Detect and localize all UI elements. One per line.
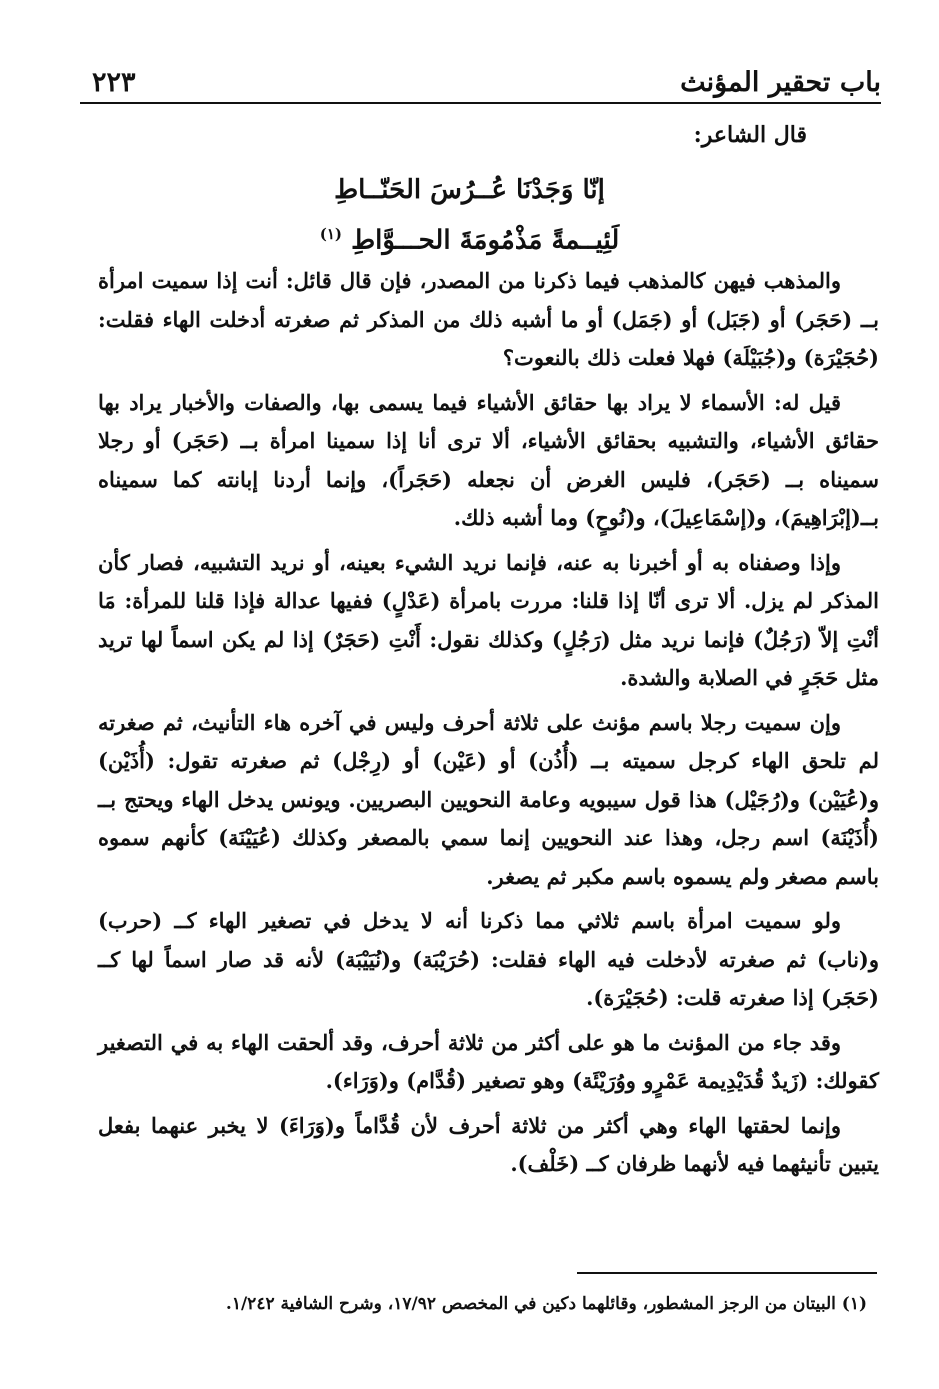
paragraph: وإذا وصفناه به أو أخبرنا به عنه، فإنما نريد الشيء بعينه، أو نريد التشبيه، فصار كأن المذكر لم يزل. ألا ترى أنّا إذا قلنا: مررت بامرأة (عَدْلٍ) ففيها عدالة فإذا قلنا للمرأة: مَا أنْتِ إلاّ (رَجُلٌ) فإنما نريد مثل (رَجُلٍ) وكذلك نقول: أَنْتِ (حَجَرٌ) إذا لم يكن اسماً لها تريد مثل حَجَرٍ في الصلابة والشدة.	[98, 549, 879, 690]
footnote-reference: (١)	[319, 225, 342, 243]
poem-block	[0, 168, 939, 263]
page-number: ٢٢٣	[92, 67, 136, 98]
poem-intro: قال الشاعر:	[693, 122, 807, 148]
paragraph: قيل له: الأسماء لا يراد بها حقائق الأشياء فيما يسمى بها، والصفات والأخبار يراد بها حقائق الأشياء، والتشبيه بحقائق الأشياء، ألا ترى أنا إذا سمينا امرأة بــ (حَجَر) أو رجلا سميناه بــ (حَجَر)، فليس الغرض أن نجعله (حَجَراً)، وإنما أردنا إبانته كما سميناه بــ(إبْرَاهِيمَ)، و(إسْمَاعِيلَ)، و(نُوحٍ) وما أشبه ذلك.	[98, 389, 879, 530]
page-header	[92, 58, 881, 98]
paragraph: والمذهب فيهن كالمذهب فيما ذكرنا من المصدر، فإن قال قائل: أنت إذا سميت امرأة بــ (حَجَر) أو (جَبَل) أو (جَمَل) أو ما أشبه ذلك من المذكر ثم صغرته أدخلت الهاء فقلت: (حُجَيْرَة) و(جُبَيْلَة) فهلا فعلت ذلك بالنعوت؟	[98, 268, 879, 370]
chapter-title: باب تحقير المؤنث	[680, 67, 881, 98]
footnote: (١) البيتان من الرجز المشطور، وقائلهما دكين في المخصص ١٧/٩٢، وشرح الشافية ١/٢٤٢.	[225, 1294, 867, 1314]
paragraph: وإنما لحقتها الهاء وهي أكثر من ثلاثة أحرف لأن قُدَّاماً و(وَرَاءَ) لا يخبر عنهما بفعل يتبين تأنيثهما فيه لأنهما ظرفان كــ (خَلْف).	[98, 1112, 879, 1176]
poem-line-2-wrap	[0, 212, 939, 263]
paragraph: وإن سميت رجلا باسم مؤنث على ثلاثة أحرف وليس في آخره هاء التأنيث، ثم صغرته لم تلحق الهاء كرجل سميته بــ (أُذُن) أو (عَيْن) أو (رِجْل) ثم صغرته تقول: (أُذَيْن) و(عُيَيْن) و(رُجَيْل) هذا قول سيبويه وعامة النحويين البصريين. ويونس يدخل الهاء ويحتج بــ (أُذَيْنَة) اسم رجل، وهذا عند النحويين إنما سمي بالمصغر وكذلك (عُيَيْنَة) كأنهم سموه باسم مصغر ولم يسموه باسم مكبر ثم يصغر.	[98, 709, 879, 889]
paragraph: ولو سميت امرأة باسم ثلاثي مما ذكرنا أنه لا يدخل في تصغير الهاء كــ (حرب) و(ناب) ثم صغرته لأدخلت فيه الهاء فقلت: (حُرَيْبَة) و(نُيَيْبَة) لأنه قد صار اسماً لها كــ (حَجَر) إذا صغرته قلت: (حُجَيْرَة).	[98, 908, 879, 1010]
poem-line-2: لَئِيــمةً مَذْمُومَةَ الحـــوَّاطِ	[351, 225, 620, 256]
paragraph: وقد جاء من المؤنث ما هو على أكثر من ثلاثة أحرف، وقد ألحقت الهاء به في التصغير كقولك: (زَيدٌ قُدَيْدِيمة عَمْرٍو ووُرَيْئَة) وهو تصغير (قُدَّام) و(وَرَاء).	[98, 1029, 879, 1093]
body-text	[98, 262, 879, 1190]
header-divider	[80, 102, 881, 104]
poem-line-1: إنّا وَجَدْنَا عُــرُسَ الحَنّــاطِ	[334, 175, 605, 205]
footnote-divider	[577, 1272, 877, 1274]
